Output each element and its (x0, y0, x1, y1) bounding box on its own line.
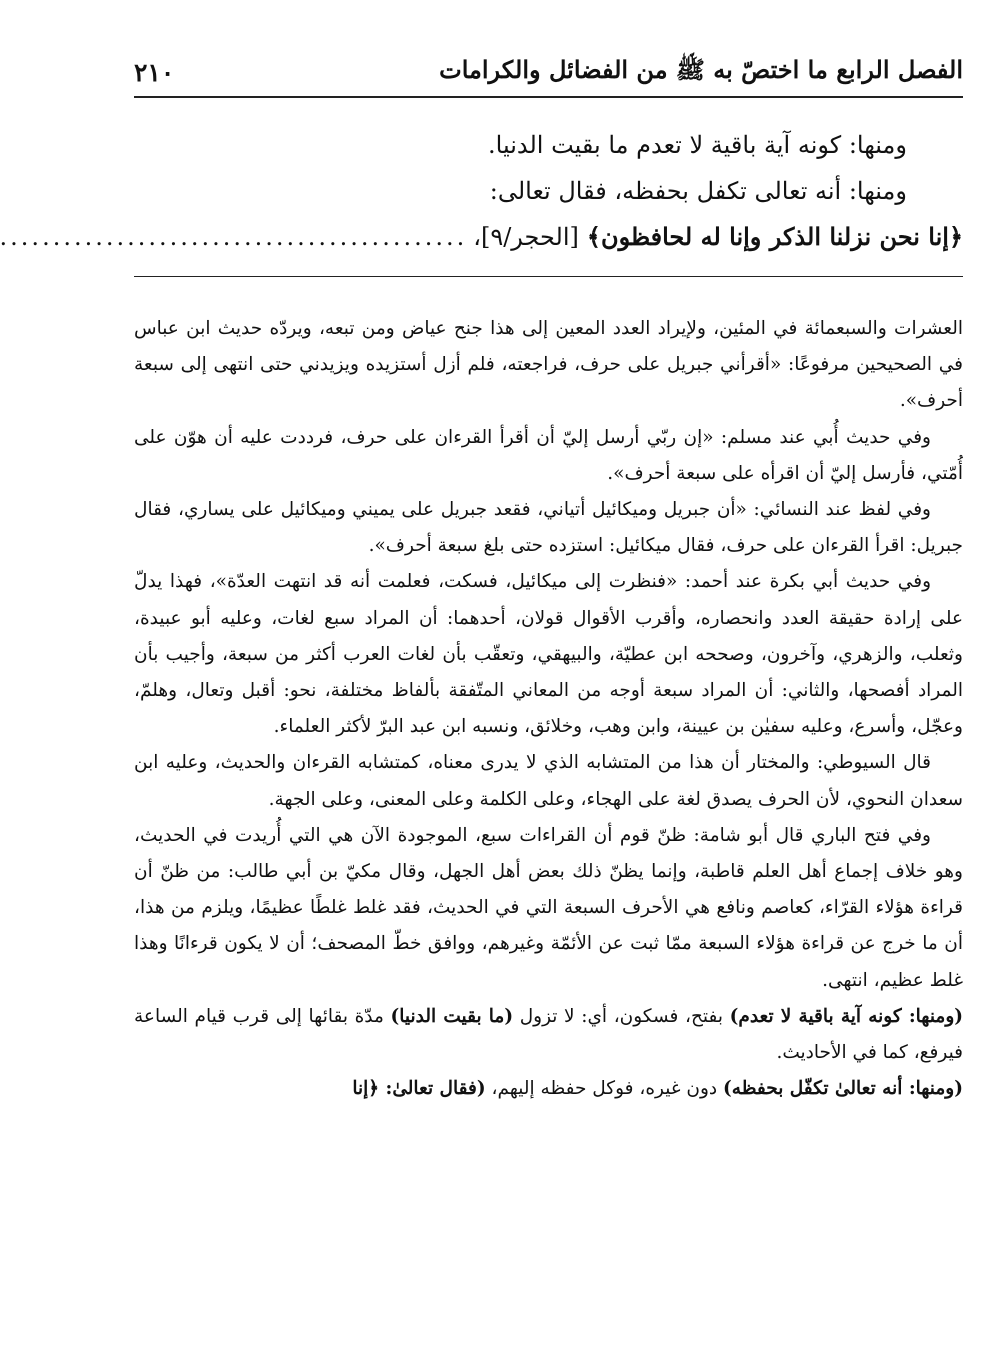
verse-reference: [الحجر/٩]، (473, 223, 579, 251)
commentary-divider (134, 276, 963, 277)
commentary-paragraph: وفي لفظ عند النسائي: «أن جبريل وميكائيل أتياني، فقعد جبريل على يميني وميكائيل على يساري، فقال جبريل: اقرأ القرءان على حرف، فقال ميكائيل: استزده حتى بلغ سبعة أحرف». (134, 499, 963, 557)
commentary-text: دون غيره، فوكل حفظه إليهم، (485, 1078, 724, 1100)
page-header (134, 52, 963, 92)
chapter-title: الفصل الرابع ما اختصّ به ﷺ من الفضائل والكرامات (439, 54, 963, 84)
quoted-matn: (فقال تعالىٰ: ﴿إنا (352, 1078, 486, 1100)
commentary-paragraph: قال السيوطي: والمختار أن هذا من المتشابه الذي لا يدرى معناه، كمتشابه القرءان والحديث، وعليه ابن سعدان النحوي، لأن الحرف يصدق لغة على الهجاء، وعلى الكلمة وعلى المعنى، وعلى الجهة. (134, 752, 963, 810)
commentary-paragraph: العشرات والسبعمائة في المئين، ولإيراد العدد المعين إلى هذا جنح عياض ومن تبعه، ويردّه حديث ابن عباس في الصحيحين مرفوعًا: «أقرأني جبريل على حرف، فراجعته، فلم أزل أستزيده ويزيدني حتى انتهى إلى سبعة أحرف». (134, 318, 963, 412)
commentary (134, 311, 963, 1107)
commentary-paragraph: وفي حديث أبي بكرة عند أحمد: «فنظرت إلى ميكائيل، فسكت، فعلمت أنه قد انتهت العدّة»، فهذا يدلّ على إرادة حقيقة العدد وانحصاره، وأقرب الأقوال قولان، أحدهما: أن المراد سبع لغات، وعليه أبو عبيدة، وثعلب، والزهري، وآخرون، وصححه ابن عطيّة، والبيهقي، وتعقّب بأن لغات العرب أكثر من سبعة، وأجيب بأن المراد أفصحها، والثاني: أن المراد سبعة أوجه من المعاني المتّفقة بألفاظ مختلفة، نحو: أقبل وتعال، وهلمّ، وعجّل، وأسرع، وعليه سفيٰن بن عيينة، وابن وهب، وخلائق، ونسبه ابن عبد البرّ لأكثر العلماء. (134, 571, 963, 738)
commentary-paragraph (134, 999, 963, 1071)
quoted-matn: (ما بقيت الدنيا) (390, 1005, 514, 1027)
quoted-matn: (ومنها: أنه تعالىٰ تكفّل بحفظه) (723, 1078, 963, 1100)
main-text (0, 122, 963, 260)
commentary-paragraph: وفي حديث أُبي عند مسلم: «إن ربّي أرسل إليّ أن أقرأ القرءان على حرف، فرددت عليه أن هوّن على أُمّتي، فأرسل إليّ أن اقرأه على سبعة أحرف». (134, 426, 963, 484)
matn-line: ومنها: كونه آية باقية لا تعدم ما بقيت الدنيا. (488, 131, 907, 159)
matn-line: ومنها: أنه تعالى تكفل بحفظه، فقال تعالى: (489, 177, 907, 205)
page-number: ٢١٠ (134, 57, 175, 87)
quoted-matn: (ومنها: كونه آية باقية لا تعدم) (729, 1005, 964, 1027)
quran-verse: ﴿إنا نحن نزلنا الذكر وإنا له لحافظون﴾ (586, 222, 963, 251)
dotted-leader: ............................................ (0, 223, 468, 251)
commentary-paragraph: وفي فتح الباري قال أبو شامة: ظنّ قوم أن القراءات سبع، الموجودة الآن هي التي أُريدت في الحديث، وهو خلاف إجماع أهل العلم قاطبة، وإنما يظنّ ذلك بعض أهل الجهل، وقال مكيّ بن أبي طالب: من ظنّ أن قراءة هؤلاء القرّاء، كعاصم ونافع هي الأحرف السبعة التي في الحديث، فقد غلط غلطًا عظيمًا، ويلزم من هذا، أن ما خرج عن قراءة هؤلاء السبعة ممّا ثبت عن الأئمّة وغيرهم، ووافق خطّ المصحف؛ أن لا يكون قرءانًا وهذا غلط عظيم، انتهى. (134, 824, 963, 991)
header-divider (134, 96, 963, 98)
commentary-text: مدّة بقائها إلى قرب قيام الساعة فيرفع، كما في الأحاديث. (134, 1005, 963, 1064)
commentary-text: بفتح، فسكون، أي: لا تزول (513, 1005, 730, 1027)
commentary-paragraph (134, 1071, 963, 1107)
quran-verse-line (0, 214, 963, 260)
